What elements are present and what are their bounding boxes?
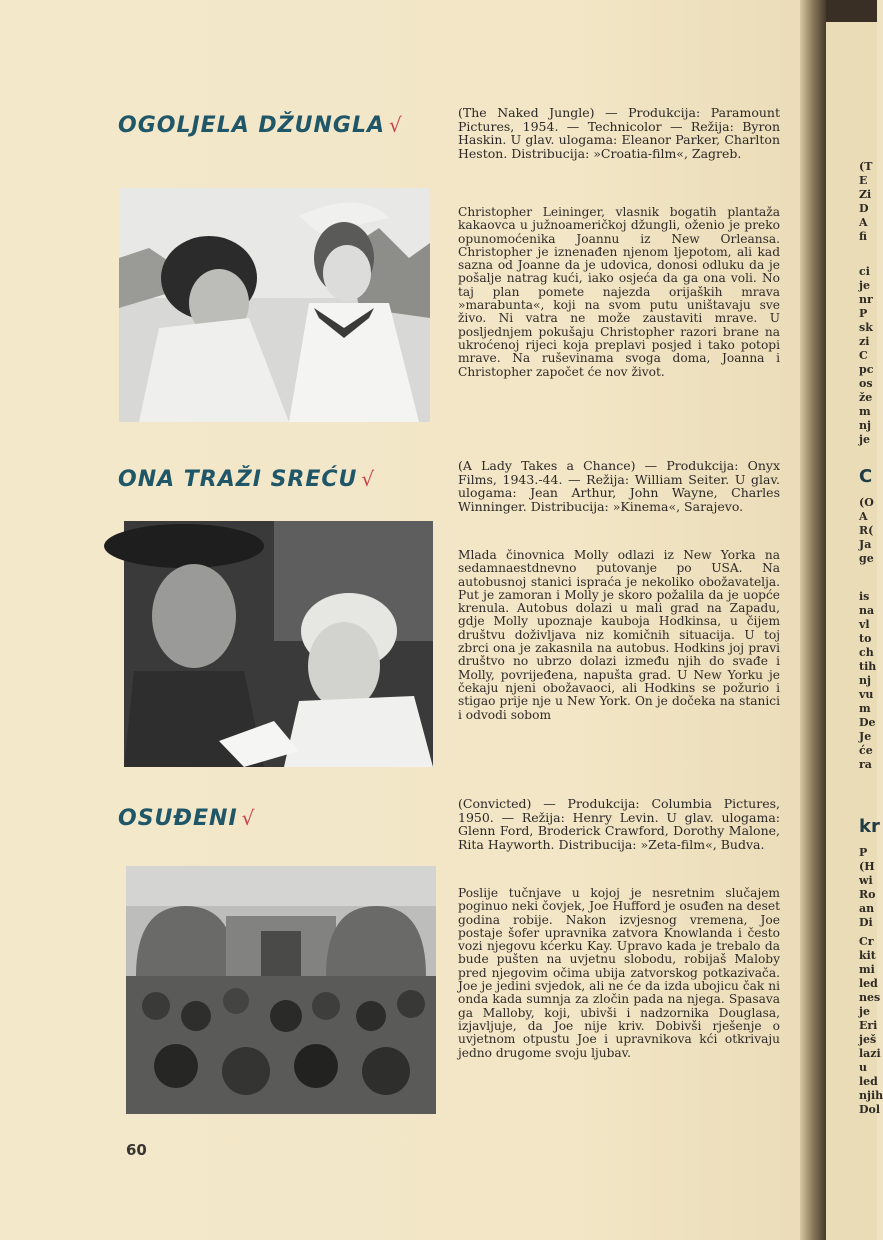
- adjacent-page-shadow: [826, 0, 877, 22]
- adjacent-page-fragment: an: [859, 902, 875, 915]
- adjacent-page-fragment: Eri: [859, 1019, 878, 1032]
- adjacent-page-fragment: is: [859, 590, 870, 603]
- adjacent-page-fragment: će: [859, 744, 873, 757]
- adjacent-page-fragment: je: [859, 433, 870, 446]
- film-3-title-text: OSUĐENI: [118, 806, 238, 831]
- adjacent-page-fragment: ge: [859, 552, 874, 565]
- adjacent-page-fragment: P: [859, 307, 868, 320]
- adjacent-page-fragment: A: [859, 510, 868, 523]
- adjacent-page-fragment: lazi: [859, 1047, 881, 1060]
- adjacent-page-fragment: E: [859, 174, 868, 187]
- adjacent-page-fragment: (T: [859, 160, 873, 173]
- adjacent-page-fragment: Je: [859, 730, 872, 743]
- adjacent-page-fragment: že: [859, 391, 873, 404]
- page-number: 60: [126, 1141, 147, 1159]
- adjacent-page-fragment: sk: [859, 321, 873, 334]
- adjacent-page-fragment: ci: [859, 265, 870, 278]
- adjacent-page-fragment: ra: [859, 758, 872, 771]
- adjacent-page-fragment: fi: [859, 230, 867, 243]
- film-1-still-photo: [119, 188, 430, 422]
- film-1-title-text: OGOLJELA DŽUNGLA: [118, 113, 385, 138]
- adjacent-page-fragment: kit: [859, 949, 876, 962]
- film-3-title: [118, 806, 255, 831]
- adjacent-page-fragment: Dol: [859, 1103, 881, 1116]
- adjacent-page-fragment: vl: [859, 618, 870, 631]
- adjacent-page-fragment: C: [859, 349, 868, 362]
- adjacent-page-fragment: kr: [859, 816, 880, 837]
- adjacent-page-fragment: mi: [859, 963, 875, 976]
- adjacent-page-fragment: De: [859, 716, 876, 729]
- book-gutter: [800, 0, 828, 1240]
- adjacent-page-fragment: nes: [859, 991, 881, 1004]
- adjacent-page-fragment: Di: [859, 916, 873, 929]
- adjacent-page-fragment: zi: [859, 335, 870, 348]
- adjacent-page-fragment: to: [859, 632, 872, 645]
- adjacent-page-fragment: os: [859, 377, 873, 390]
- adjacent-page-fragment: nj: [859, 674, 871, 687]
- film-1-title: [118, 113, 403, 138]
- adjacent-page-fragment: led: [859, 977, 878, 990]
- adjacent-page-fragment: njih: [859, 1089, 883, 1102]
- adjacent-page-fragment: u: [859, 1061, 867, 1074]
- red-checkmark-icon: √: [361, 467, 376, 491]
- adjacent-page-fragment: je: [859, 1005, 870, 1018]
- film-1-synopsis: Christopher Leininger, vlasnik bogatih plantaža kakaovca u južnoameričkoj džungli, oženio je preko opunomoćenika Joannu iz New Orleansa. Christopher je iznenađen njenom ljepotom, ali kad sazna od Joanne da je udovica, donosi odluku da je pošalje natrag kući, iako osjeća da ga ona voli. No taj plan pomete najezda orijaških mrava »marabunta«, koji na svom putu uništavaju sve živo. Ni vatra ne može zaustaviti mrave. U posljednjem pokušaju Christopher razori brane na ukroćenoj rijeci koja preplavi posjed i tako potopi mrave. Na ruševinama svoga doma, Joanna i Christopher započet će nov život.: [458, 205, 780, 379]
- film-2-synopsis: Mlada činovnica Molly odlazi iz New Yorka na sedamnaestdnevno putovanje po USA. Na autobusnoj stanici ispraća je nekoliko obožavatelja. Put je zamoran i Molly je skoro požalila da je uopće krenula. Autobus dolazi u mali grad na Zapadu, gdje Molly upoznaje kauboja Hodkinsa, u čijem društvu doživljava niz komičnih situacija. U toj zbrci ona je zakasnila na autobus. Hodkins joj pravi društvo no ubrzo dolazi između njih do svađe i Molly, povrijeđena, napušta grad. U New Yorku je čekaju njeni obožavaoci, ali Hodkins se požurio i stigao prije nje u New York. On je dočeka na stanici i odvodi sobom: [458, 548, 780, 722]
- adjacent-page-fragment: R(: [859, 524, 874, 537]
- adjacent-page-fragment: ch: [859, 646, 874, 659]
- adjacent-page-fragment: (H: [859, 860, 875, 873]
- film-1-credits: (The Naked Jungle) — Produkcija: Paramount Pictures, 1954. — Technicolor — Režija: Byron Haskin. U glav. ulogama: Eleanor Parker, Charlton Heston. Distribucija: »Croatia-film«, Zagreb.: [458, 105, 780, 161]
- film-2-title: [118, 467, 375, 492]
- adjacent-page-fragment: na: [859, 604, 875, 617]
- adjacent-page-fragment: ješ: [859, 1033, 877, 1046]
- adjacent-page-fragment: nj: [859, 419, 871, 432]
- film-3-still-photo: [126, 866, 436, 1114]
- adjacent-page-fragment: wi: [859, 874, 873, 887]
- adjacent-page-fragment: vu: [859, 688, 874, 701]
- adjacent-page-fragment: C: [859, 466, 873, 487]
- adjacent-page-edge: [826, 0, 883, 1240]
- adjacent-page-fragment: D: [859, 202, 869, 215]
- adjacent-page-fragment: Ja: [859, 538, 872, 551]
- adjacent-page-fragment: A: [859, 216, 868, 229]
- adjacent-page-fragment: pc: [859, 363, 874, 376]
- adjacent-page-fragment: Ro: [859, 888, 876, 901]
- adjacent-page-fragment: led: [859, 1075, 878, 1088]
- film-2-credits: (A Lady Takes a Chance) — Produkcija: Onyx Films, 1943.-44. — Režija: William Seiter. U glav. ulogama: Jean Arthur, John Wayne, Charles Winninger. Distribucija: »Kinema«, Sarajevo.: [458, 458, 780, 514]
- adjacent-page-fragment: Cr: [859, 935, 874, 948]
- adjacent-page-fragment: P: [859, 846, 868, 859]
- adjacent-page-fragment: (O: [859, 496, 874, 509]
- adjacent-page-fragment: m: [859, 702, 871, 715]
- adjacent-page-fragment: je: [859, 279, 870, 292]
- adjacent-page-fragment: tih: [859, 660, 877, 673]
- red-checkmark-icon: √: [241, 806, 256, 830]
- film-3-synopsis: Poslije tučnjave u kojoj je nesretnim slučajem poginuo neki čovjek, Joe Hufford je osuđen na deset godina robije. Nakon izvjesnog vremena, Joe postaje šofer upravnika zatvora Knowlanda i često vozi njegovu kćerku Kay. Upravo kada je trebalo da bude pušten na uvjetnu slobodu, robijaš Maloby pred njegovim očima ubija zatvorskog potkazivača. Joe je jedini svjedok, ali ne će da izda ubojicu čak ni onda kada sumnja za zločin pada na njega. Spasava ga Malloby, koji, ubivši i nadzornika Douglasa, izjavljuje, da Joe nije kriv. Dobivši rješenje o uvjetnom otpustu Joe i upravnikova kći otkrivaju jedno drugome svoju ljubav.: [458, 886, 780, 1060]
- film-2-still-photo: [124, 521, 433, 767]
- adjacent-page-fragment: m: [859, 405, 871, 418]
- red-checkmark-icon: √: [389, 113, 403, 137]
- film-3-credits: (Convicted) — Produkcija: Columbia Pictures, 1950. — Režija: Henry Levin. U glav. ulogama: Glenn Ford, Broderick Crawford, Dorothy Malone, Rita Hayworth. Distribucija: »Zeta-film«, Budva.: [458, 796, 780, 852]
- film-2-title-text: ONA TRAŽI SREĆU: [118, 467, 358, 492]
- adjacent-page-fragment: nr: [859, 293, 873, 306]
- adjacent-page-fragment: Zi: [859, 188, 872, 201]
